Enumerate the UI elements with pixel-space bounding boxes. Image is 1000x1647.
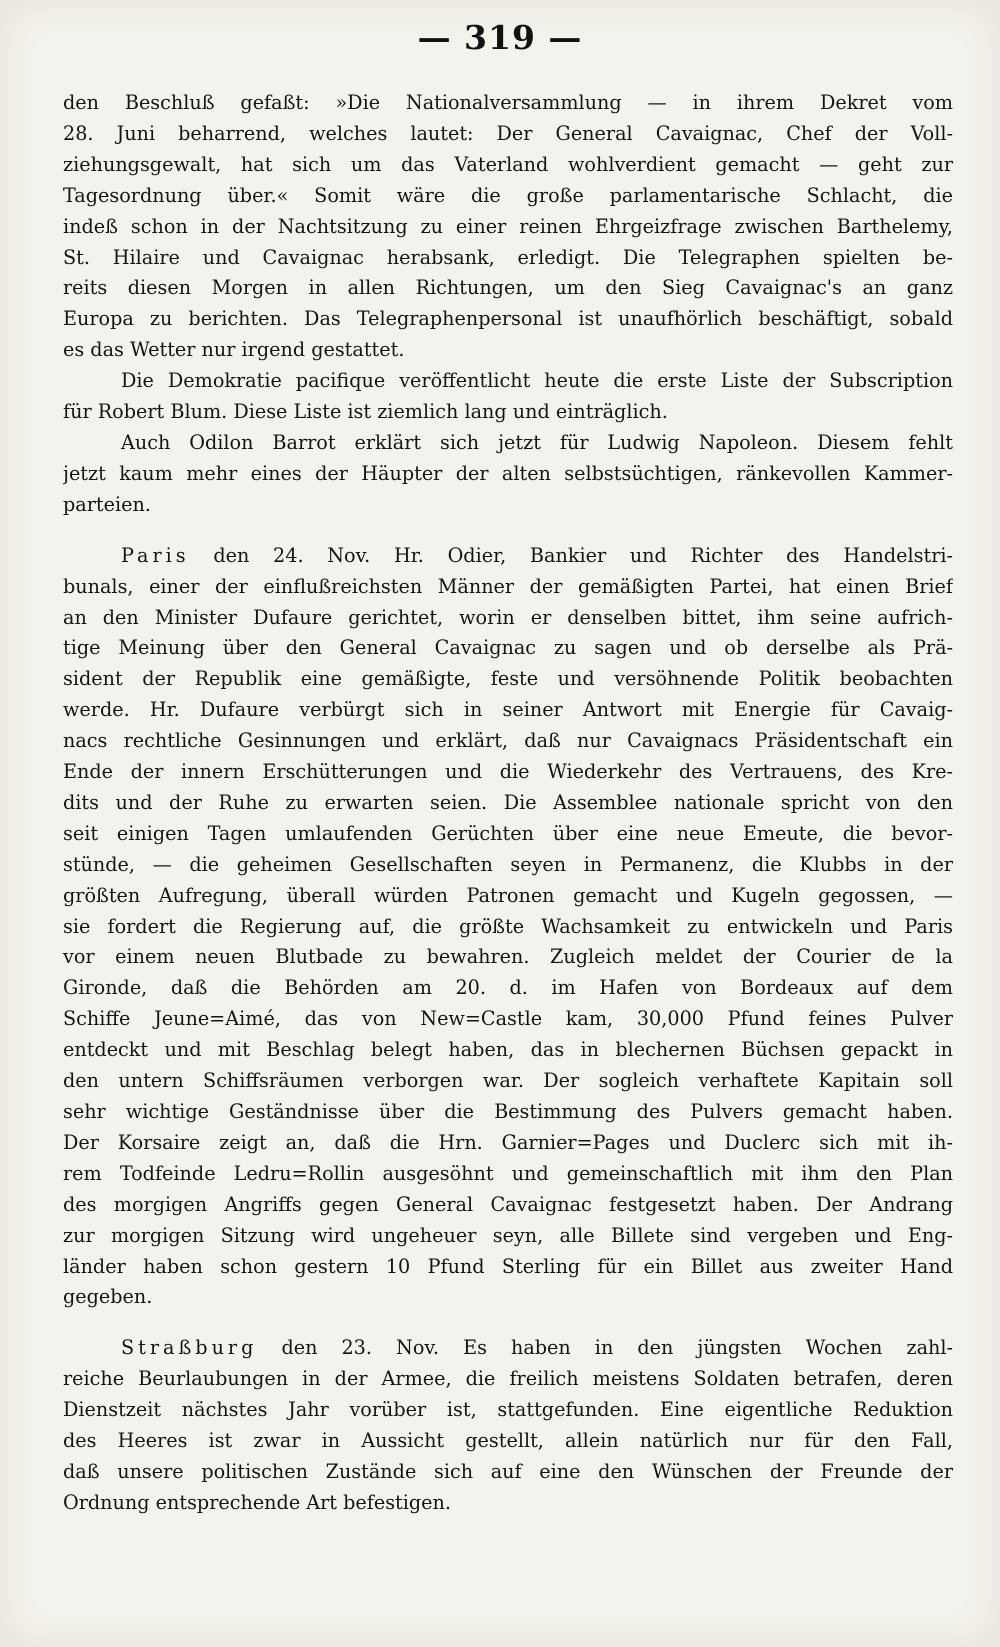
text-line: nacs rechtliche Gesinnungen und erklärt, daß nur Cavaignacs Präsidentschaft ein	[63, 729, 953, 753]
text-line: Auch Odilon Barrot erklärt sich jetzt für Ludwig Napoleon. Diesem fehlt	[121, 430, 953, 454]
text-line: den Beschluß gefaßt: »Die Nationalversammlung — in ihrem Dekret vom	[63, 91, 953, 114]
text-line: rem Todfeinde Ledru=Rollin ausgesöhnt und gemeinschaftlich mit ihm den Plan	[63, 1161, 953, 1185]
text-line: seit einigen Tagen umlaufenden Gerüchten über eine neue Emeute, die bevor-	[63, 821, 953, 845]
text-line: vor einem neuen Blutbade zu bewahren. Zugleich meldet der Courier de la	[63, 945, 953, 969]
text-line: ziehungsgewalt, hat sich um das Vaterland wohlverdient gemacht — geht zur	[63, 152, 953, 176]
text-line: länder haben schon gestern 10 Pfund Sterling für ein Billet aus zweiter Hand	[63, 1254, 953, 1278]
text-line: werde. Hr. Dufaure verbürgt sich in seiner Antwort mit Energie für Cavaig-	[63, 698, 953, 722]
text-line: reits diesen Morgen in allen Richtungen, um den Sieg Cavaignac's an ganz	[63, 276, 953, 300]
paragraph-continuation	[63, 88, 953, 366]
text-line: Ordnung entsprechende Art befestigen.	[63, 1490, 451, 1514]
text-line-rest: den 23. Nov. Es haben in den jüngsten Wochen zahl-	[281, 1336, 953, 1360]
text-line	[63, 541, 953, 572]
paragraph-odilon-barrot	[63, 428, 953, 521]
text-line: es das Wetter nur irgend gestattet.	[63, 338, 405, 362]
text-line: Ende der innern Erschütterungen und die Wiederkehr des Vertrauens, des Kre-	[63, 760, 953, 784]
text-line: gegeben.	[63, 1285, 153, 1309]
text-line: für Robert Blum. Diese Liste ist ziemlich lang und einträglich.	[63, 400, 668, 424]
text-line: des morgigen Angriffs gegen General Cavaignac festgesetzt haben. Der Andrang	[63, 1192, 953, 1216]
text-line: Schiffe Jeune=Aimé, das von New=Castle kam, 30,000 Pfund feines Pulver	[63, 1007, 953, 1031]
text-line: Tagesordnung über.« Somit wäre die große parlamentarische Schlacht, die	[63, 183, 953, 207]
text-line: parteien.	[63, 492, 151, 516]
text-line: reiche Beurlaubungen in der Armee, die freilich meistens Soldaten betrafen, deren	[63, 1367, 953, 1391]
text-line: des Heeres ist zwar in Aussicht gestellt, allein natürlich nur für den Fall,	[63, 1429, 953, 1453]
text-line: sehr wichtige Geständnisse über die Bestimmung des Pulvers gemacht haben.	[63, 1100, 953, 1123]
dateline-strassburg: Straßburg	[121, 1336, 258, 1360]
text-line: jetzt kaum mehr eines der Häupter der alten selbstsüchtigen, ränkevollen Kammer-	[63, 461, 953, 485]
text-line: St. Hilaire und Cavaignac herabsank, erledigt. Die Telegraphen spielten be-	[63, 245, 953, 269]
text-line: an den Minister Dufaure gerichtet, worin er denselben bittet, ihm seine aufrich-	[63, 605, 953, 629]
text-line: Der Korsaire zeigt an, daß die Hrn. Garnier=Pages und Duclerc sich mit ih-	[63, 1130, 953, 1154]
text-line: Gironde, daß die Behörden am 20. d. im Hafen von Bordeaux auf dem	[63, 976, 953, 1000]
text-line	[63, 1333, 953, 1364]
text-line: dits und der Ruhe zu erwarten seien. Die Assemblee nationale spricht von den	[63, 790, 953, 814]
text-line: stünde, — die geheimen Gesellschaften seyen in Permanenz, die Klubbs in der	[63, 852, 953, 876]
paragraph-strassburg-report	[63, 1333, 953, 1518]
text-line: bunals, einer der einflußreichsten Männer der gemäßigten Partei, hat einen Brief	[63, 574, 953, 598]
dateline-paris: Paris	[121, 543, 190, 567]
text-line: Europa zu berichten. Das Telegraphenpersonal ist unaufhörlich beschäftigt, sobald	[63, 307, 953, 331]
text-line: größten Aufregung, überall würden Patronen gemacht und Kugeln gegossen, —	[63, 883, 953, 907]
text-line-rest: den 24. Nov. Hr. Odier, Bankier und Richter des Handelstri-	[213, 543, 953, 567]
text-line: sident der Republik eine gemäßigte, feste und versöhnende Politik beobachten	[63, 667, 953, 691]
text-line: Dienstzeit nächstes Jahr vorüber ist, stattgefunden. Eine eigentliche Reduktion	[63, 1398, 953, 1422]
text-line: Die Demokratie pacifique veröffentlicht heute die erste Liste der Subscription	[121, 369, 953, 393]
paragraph-paris-report	[63, 541, 953, 1314]
text-line: daß unsere politischen Zustände sich auf eine den Wünschen der Freunde der	[63, 1459, 953, 1483]
text-line: zur morgigen Sitzung wird ungeheuer seyn, alle Billete sind vergeben und Eng-	[63, 1223, 953, 1247]
paragraph-demokratie-pacifique	[63, 366, 953, 428]
text-line: tige Meinung über den General Cavaignac zu sagen und ob derselbe als Prä-	[63, 636, 953, 660]
article-text-column	[63, 88, 953, 1519]
text-line: indeß schon in der Nachtsitzung zu einer reinen Ehrgeizfrage zwischen Barthelemy,	[63, 214, 953, 238]
text-line: den untern Schiffsräumen verborgen war. Der sogleich verhaftete Kapitain soll	[63, 1069, 953, 1093]
text-line: sie fordert die Regierung auf, die größte Wachsamkeit zu entwickeln und Paris	[63, 914, 953, 938]
text-line: entdeckt und mit Beschlag belegt haben, das in blechernen Büchsen gepackt in	[63, 1038, 953, 1062]
text-line: 28. Juni beharrend, welches lautet: Der General Cavaignac, Chef der Voll-	[63, 121, 953, 145]
page-number: — 319 —	[417, 18, 583, 57]
